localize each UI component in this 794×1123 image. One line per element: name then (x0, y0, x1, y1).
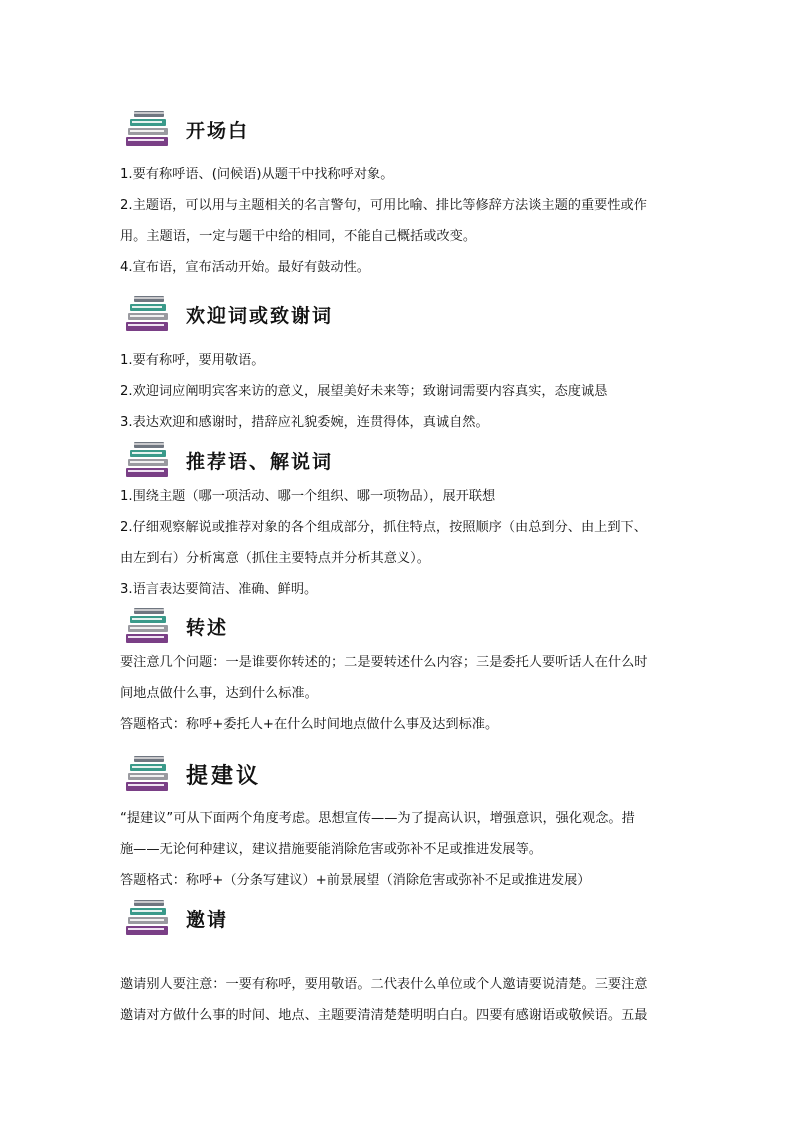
paragraph-line: 答题格式：称呼+（分条写建议）+前景展望（消除危害或弥补不足或推进发展） (120, 873, 591, 888)
paragraph-line: 2.主题语，可以用与主题相关的名言警句，可用比喻、排比等修辞方法谈主题的重要性或作 (120, 198, 647, 213)
section-body (120, 345, 680, 438)
section-title: 邀请 (186, 908, 229, 931)
paragraph-line: 3.语言表达要简洁、准确、鲜明。 (120, 582, 318, 597)
paragraph-line: 2.欢迎词应阐明宾客来访的意义，展望美好未来等；致谢词需要内容真实，态度诚恳 (120, 384, 608, 399)
paragraph-line: 1.要有称呼语、(问候语)从题干中找称呼对象。 (120, 167, 394, 182)
paragraph-line: 邀请对方做什么事的时间、地点、主题要清清楚楚明明白白。四要有感谢语或敬候语。五最 (120, 1008, 648, 1023)
stacked-books-icon (126, 606, 172, 646)
paragraph-line: 用。主题语，一定与题干中给的相同，不能自己概括或改变。 (120, 229, 477, 244)
section-title: 开场白 (186, 119, 250, 142)
paragraph-line: “提建议”可从下面两个角度考虑。思想宣传——为了提高认识，增强意识，强化观念。措 (120, 811, 635, 826)
paragraph-line: 3.表达欢迎和感谢时，措辞应礼貌委婉，连贯得体，真诚自然。 (120, 415, 489, 430)
stacked-books-icon (126, 109, 172, 149)
section-body (120, 803, 680, 896)
paragraph-line: 由左到右）分析寓意（抓住主要特点并分析其意义）。 (120, 551, 430, 566)
stacked-books-icon (126, 294, 172, 334)
paragraph-line: 要注意几个问题：一是谁要你转述的；二是要转述什么内容；三是委托人要听话人在什么时 (120, 655, 648, 670)
section-heading (126, 897, 228, 939)
section-heading (126, 439, 333, 481)
section-title: 提建议 (186, 762, 262, 789)
section-title: 欢迎词或致谢词 (186, 304, 334, 327)
paragraph-line: 1.围绕主题（哪一项活动、哪一个组织、哪一项物品），展开联想 (120, 489, 496, 504)
section-heading (126, 753, 261, 795)
section-heading (126, 108, 249, 150)
section-heading (126, 605, 228, 647)
section-body (120, 969, 680, 1031)
section-body (120, 481, 680, 605)
paragraph-line: 1.要有称呼，要用敬语。 (120, 353, 265, 368)
paragraph-line: 2.仔细观察解说或推荐对象的各个组成部分，抓住特点，按照顺序（由总到分、由上到下、 (120, 520, 647, 535)
paragraph-line: 间地点做什么事，达到什么标准。 (120, 686, 318, 701)
paragraph-line: 施——无论何种建议，建议措施要能消除危害或弥补不足或推进发展等。 (120, 842, 542, 857)
section-body (120, 159, 680, 283)
paragraph-line: 答题格式：称呼+委托人+在什么时间地点做什么事及达到标准。 (120, 717, 499, 732)
section-title: 转述 (186, 616, 229, 639)
section-heading (126, 293, 333, 335)
section-title: 推荐语、解说词 (186, 450, 334, 473)
paragraph-line: 邀请别人要注意：一要有称呼，要用敬语。二代表什么单位或个人邀请要说清楚。三要注意 (120, 977, 648, 992)
stacked-books-icon (126, 440, 172, 480)
paragraph-line: 4.宣布语，宣布活动开始。最好有鼓动性。 (120, 260, 370, 275)
stacked-books-icon (126, 898, 172, 938)
section-body (120, 647, 680, 740)
stacked-books-icon (126, 754, 172, 794)
